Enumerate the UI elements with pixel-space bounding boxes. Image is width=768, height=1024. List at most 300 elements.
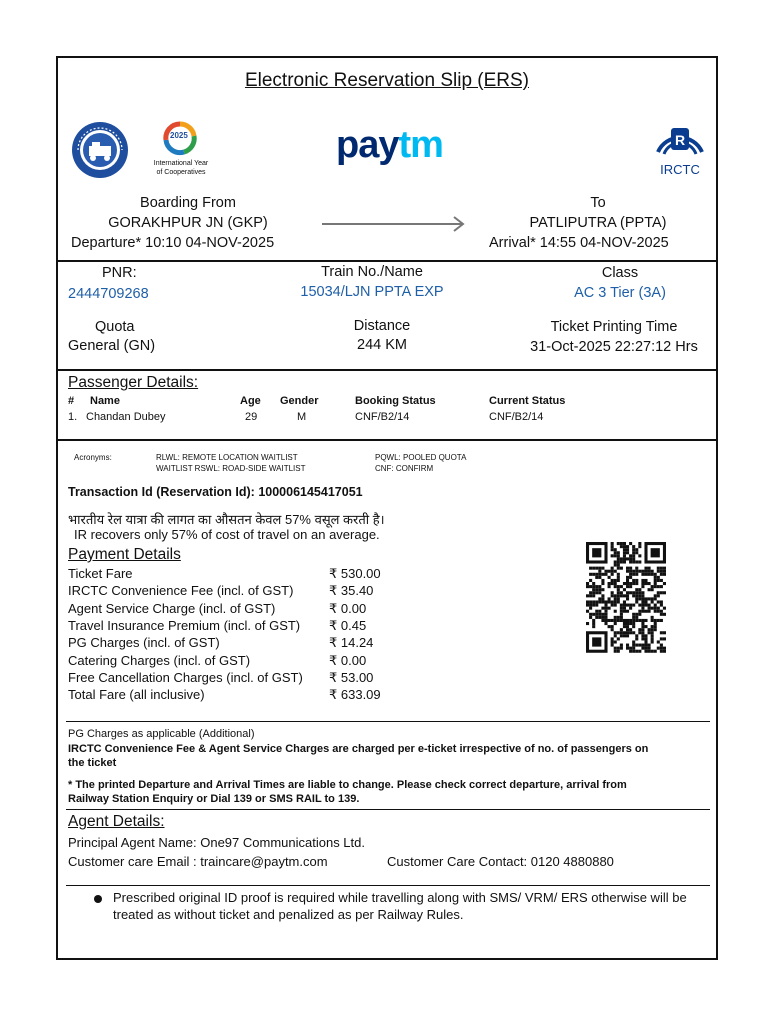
qr-module xyxy=(654,625,657,628)
qr-module xyxy=(611,640,614,643)
qr-module xyxy=(595,573,598,576)
qr-module xyxy=(589,600,592,603)
qr-module xyxy=(641,634,644,637)
qr-module xyxy=(592,588,595,591)
qr-module xyxy=(626,591,629,594)
qr-finder xyxy=(592,637,601,646)
qr-module xyxy=(641,644,644,647)
qr-module xyxy=(626,557,629,560)
divider xyxy=(58,260,716,262)
qr-module xyxy=(623,625,626,628)
qr-module xyxy=(648,607,651,610)
qr-module xyxy=(644,637,647,640)
ers-ticket xyxy=(56,56,718,960)
qr-module xyxy=(629,554,632,557)
qr-module xyxy=(614,554,617,557)
qr-module xyxy=(648,647,651,650)
qr-module xyxy=(648,631,651,634)
qr-module xyxy=(648,573,651,576)
qr-module xyxy=(617,647,620,650)
qr-module xyxy=(648,604,651,607)
qr-module xyxy=(620,644,623,647)
qr-module xyxy=(644,570,647,573)
payment-item-value: ₹ 633.09 xyxy=(329,687,381,703)
qr-module xyxy=(648,650,651,653)
qr-module xyxy=(611,582,614,585)
qr-module xyxy=(641,579,644,582)
qr-module xyxy=(663,631,666,634)
qr-module xyxy=(651,634,654,637)
qr-module xyxy=(651,597,654,600)
qr-module xyxy=(589,573,592,576)
qr-module xyxy=(635,560,638,563)
qr-module xyxy=(663,570,666,573)
qr-module xyxy=(629,631,632,634)
qr-module xyxy=(657,610,660,613)
qr-module xyxy=(595,610,598,613)
qr-module xyxy=(598,600,601,603)
qr-module xyxy=(620,545,623,548)
qr-module xyxy=(648,582,651,585)
qr-module xyxy=(608,625,611,628)
qr-module xyxy=(641,597,644,600)
qr-module xyxy=(632,604,635,607)
qr-module xyxy=(638,545,641,548)
qr-module xyxy=(614,650,617,653)
qr-module xyxy=(611,542,614,545)
qr-module xyxy=(586,610,589,613)
qr-module xyxy=(617,585,620,588)
passenger-no: 1. xyxy=(68,411,78,423)
qr-module xyxy=(635,600,638,603)
qr-module xyxy=(598,576,601,579)
qr-module xyxy=(635,573,638,576)
qr-module xyxy=(626,582,629,585)
passenger-name: Chandan Dubey xyxy=(86,411,166,423)
boarding-from-label: Boarding From xyxy=(140,195,236,211)
iyc-line2: of Cooperatives xyxy=(156,169,206,176)
qr-module xyxy=(611,570,614,573)
qr-module xyxy=(632,650,635,653)
qr-module xyxy=(663,637,666,640)
qr-module xyxy=(598,585,601,588)
passenger-gender: M xyxy=(297,411,307,423)
qr-module xyxy=(620,557,623,560)
qr-module xyxy=(660,573,663,576)
qr-module xyxy=(635,548,638,551)
qr-module xyxy=(614,582,617,585)
qr-module xyxy=(623,554,626,557)
qr-module xyxy=(663,582,666,585)
qr-module xyxy=(629,557,632,560)
qr-module xyxy=(638,628,641,631)
qr-module xyxy=(632,619,635,622)
to-label: To xyxy=(590,195,606,211)
qr-module xyxy=(654,594,657,597)
qr-module xyxy=(632,554,635,557)
qr-module xyxy=(592,573,595,576)
qr-module xyxy=(595,576,598,579)
qr-module xyxy=(601,613,604,616)
qr-module xyxy=(648,644,651,647)
qr-module xyxy=(620,542,623,545)
qr-module xyxy=(623,634,626,637)
qr-module xyxy=(614,610,617,613)
qr-module xyxy=(592,594,595,597)
qr-module xyxy=(614,579,617,582)
payment-item-value: ₹ 0.00 xyxy=(329,600,367,616)
qr-module xyxy=(635,570,638,573)
qr-module xyxy=(654,579,657,582)
qr-module xyxy=(663,573,666,576)
qr-module xyxy=(617,616,620,619)
qr-module xyxy=(611,619,614,622)
qr-module xyxy=(654,576,657,579)
qr-module xyxy=(617,576,620,579)
qr-module xyxy=(626,548,629,551)
qr-module xyxy=(654,597,657,600)
qr-module xyxy=(648,588,651,591)
qr-module xyxy=(586,600,589,603)
qr-module xyxy=(626,647,629,650)
qr-module xyxy=(660,637,663,640)
pnr-label: PNR: xyxy=(102,265,137,281)
page-title: Electronic Reservation Slip (ERS) xyxy=(244,70,530,91)
qr-module xyxy=(657,591,660,594)
qr-module xyxy=(626,567,629,570)
qr-module xyxy=(598,573,601,576)
svg-text:R: R xyxy=(674,132,686,148)
qr-module xyxy=(592,567,595,570)
payment-item-value: ₹ 530.00 xyxy=(329,566,381,581)
passenger-booking-status: CNF/B2/14 xyxy=(355,411,410,423)
qr-module xyxy=(595,613,598,616)
qr-module xyxy=(657,619,660,622)
qr-module xyxy=(620,594,623,597)
payment-item-label: Total Fare (all inclusive) xyxy=(68,687,205,703)
qr-module xyxy=(648,610,651,613)
qr-module xyxy=(586,582,589,585)
qr-module xyxy=(629,570,632,573)
qr-module xyxy=(638,631,641,634)
qr-module xyxy=(635,591,638,594)
qr-module xyxy=(663,607,666,610)
qr-module xyxy=(644,582,647,585)
qr-module xyxy=(611,600,614,603)
destination-station: PATLIPUTRA (PPTA) xyxy=(529,215,667,231)
qr-module xyxy=(651,570,654,573)
qr-module xyxy=(632,622,635,625)
qr-module xyxy=(623,560,626,563)
qr-module xyxy=(641,570,644,573)
qr-module xyxy=(614,560,617,563)
qr-module xyxy=(623,600,626,603)
customer-care-email: Customer care Email : traincare@paytm.com xyxy=(68,854,328,869)
qr-module xyxy=(632,582,635,585)
qr-module xyxy=(660,644,663,647)
qr-module xyxy=(629,573,632,576)
qr-module xyxy=(635,644,638,647)
qr-module xyxy=(608,585,611,588)
qr-module xyxy=(623,622,626,625)
qr-module xyxy=(657,579,660,582)
qr-module xyxy=(608,576,611,579)
qr-module xyxy=(626,625,629,628)
qr-module xyxy=(614,585,617,588)
qr-module xyxy=(632,640,635,643)
payment-item-label: Free Cancellation Charges (incl. of GST) xyxy=(68,669,303,685)
qr-module xyxy=(589,604,592,607)
passenger-col-gender: Gender xyxy=(280,395,319,407)
class-value: AC 3 Tier (3A) xyxy=(574,285,666,301)
qr-module xyxy=(589,616,592,619)
qr-module xyxy=(592,585,595,588)
qr-module xyxy=(657,570,660,573)
qr-module xyxy=(611,554,614,557)
qr-module xyxy=(598,613,601,616)
qr-module xyxy=(598,591,601,594)
qr-module xyxy=(604,607,607,610)
qr-module xyxy=(620,610,623,613)
qr-module xyxy=(592,582,595,585)
pnr-value: 2444709268 xyxy=(68,286,149,302)
qr-module xyxy=(632,613,635,616)
qr-module xyxy=(626,585,629,588)
qr-module xyxy=(617,567,620,570)
qr-module xyxy=(623,545,626,548)
qr-module xyxy=(620,631,623,634)
qr-module xyxy=(632,557,635,560)
qr-module xyxy=(620,616,623,619)
qr-module xyxy=(617,637,620,640)
qr-module xyxy=(660,567,663,570)
qr-module xyxy=(657,640,660,643)
qr-module xyxy=(641,604,644,607)
qr-module xyxy=(604,600,607,603)
qr-module xyxy=(626,604,629,607)
qr-module xyxy=(644,579,647,582)
qr-module xyxy=(660,591,663,594)
qr-module xyxy=(638,570,641,573)
qr-module xyxy=(648,567,651,570)
payment-item-label: Travel Insurance Premium (incl. of GST) xyxy=(68,617,301,633)
qr-module xyxy=(651,607,654,610)
qr-module xyxy=(651,628,654,631)
divider xyxy=(58,369,716,371)
passenger-col-current: Current Status xyxy=(489,395,566,407)
qr-module xyxy=(608,607,611,610)
qr-module xyxy=(629,542,632,545)
qr-module xyxy=(586,622,589,625)
qr-module xyxy=(660,610,663,613)
qr-module xyxy=(620,585,623,588)
qr-module xyxy=(623,557,626,560)
qr-module xyxy=(611,628,614,631)
payment-item-value: ₹ 0.45 xyxy=(329,617,367,633)
qr-module xyxy=(638,610,641,613)
qr-module xyxy=(620,591,623,594)
qr-module xyxy=(644,644,647,647)
qr-module xyxy=(635,613,638,616)
qr-module xyxy=(660,647,663,650)
acronym-rswl: WAITLIST RSWL: ROAD-SIDE WAITLIST xyxy=(156,464,306,473)
qr-module xyxy=(635,634,638,637)
qr-module xyxy=(626,644,629,647)
qr-module xyxy=(620,567,623,570)
qr-module xyxy=(660,585,663,588)
id-proof-note-line1: Prescribed original ID proof is required while travelling along with SMS/ VRM/ ERS otherwise will be xyxy=(113,890,687,905)
qr-module xyxy=(595,588,598,591)
qr-module xyxy=(629,647,632,650)
qr-module xyxy=(614,551,617,554)
qr-module xyxy=(626,622,629,625)
qr-module xyxy=(632,631,635,634)
qr-module xyxy=(614,597,617,600)
qr-module xyxy=(614,619,617,622)
qr-module xyxy=(641,582,644,585)
qr-module xyxy=(629,619,632,622)
qr-module xyxy=(644,647,647,650)
passenger-details-title: Passenger Details: xyxy=(68,374,199,391)
indian-railways-logo-icon xyxy=(70,120,130,180)
qr-module xyxy=(589,567,592,570)
qr-module xyxy=(629,576,632,579)
divider xyxy=(66,885,710,886)
qr-module xyxy=(632,579,635,582)
qr-module xyxy=(632,551,635,554)
qr-module xyxy=(663,650,666,653)
qr-module xyxy=(598,616,601,619)
qr-module xyxy=(623,551,626,554)
qr-module xyxy=(654,622,657,625)
qr-module xyxy=(592,613,595,616)
qr-module xyxy=(614,570,617,573)
qr-module xyxy=(641,591,644,594)
qr-module xyxy=(611,594,614,597)
qr-module xyxy=(620,613,623,616)
qr-module xyxy=(623,607,626,610)
qr-module xyxy=(608,619,611,622)
qr-module xyxy=(635,637,638,640)
qr-module xyxy=(648,628,651,631)
qr-module xyxy=(592,622,595,625)
qr-module xyxy=(638,604,641,607)
payment-item-label: Ticket Fare xyxy=(68,566,133,581)
qr-module xyxy=(651,600,654,603)
qr-module xyxy=(617,588,620,591)
qr-module xyxy=(644,604,647,607)
payment-item-label: PG Charges (incl. of GST) xyxy=(68,635,220,651)
qr-module xyxy=(638,594,641,597)
qr-module xyxy=(604,610,607,613)
qr-module xyxy=(660,570,663,573)
departure-time: Departure* 10:10 04-NOV-2025 xyxy=(71,235,275,251)
qr-module xyxy=(617,650,620,653)
qr-module xyxy=(626,631,629,634)
qr-module xyxy=(641,619,644,622)
qr-module xyxy=(598,588,601,591)
acronyms-label: Acronyms: xyxy=(74,453,112,462)
qr-module xyxy=(657,567,660,570)
qr-module xyxy=(629,628,632,631)
qr-module xyxy=(644,573,647,576)
qr-module xyxy=(620,560,623,563)
qr-module xyxy=(644,567,647,570)
passenger-col-name: Name xyxy=(90,395,120,407)
qr-module xyxy=(595,600,598,603)
qr-module xyxy=(641,637,644,640)
qr-module xyxy=(623,604,626,607)
qr-module xyxy=(611,637,614,640)
principal-agent: Principal Agent Name: One97 Communications Ltd. xyxy=(68,835,365,850)
qr-module xyxy=(629,591,632,594)
convenience-fee-note-line2: the ticket xyxy=(68,757,117,769)
qr-module xyxy=(589,607,592,610)
qr-module xyxy=(654,585,657,588)
qr-module xyxy=(614,600,617,603)
qr-module xyxy=(611,591,614,594)
qr-module xyxy=(611,545,614,548)
hindi-cost-note: भारतीय रेल यात्रा की लागत का औसतन केवल 57% वसूल करती है। xyxy=(68,512,385,527)
qr-module xyxy=(601,607,604,610)
qr-module xyxy=(654,610,657,613)
qr-module xyxy=(648,597,651,600)
qr-module xyxy=(617,591,620,594)
qr-module xyxy=(635,619,638,622)
qr-module xyxy=(638,591,641,594)
qr-module xyxy=(660,650,663,653)
qr-module xyxy=(638,588,641,591)
qr-module xyxy=(641,625,644,628)
qr-module xyxy=(611,604,614,607)
qr-module xyxy=(608,570,611,573)
qr-module xyxy=(644,625,647,628)
class-label: Class xyxy=(601,265,639,281)
qr-module xyxy=(651,640,654,643)
qr-module xyxy=(660,619,663,622)
qr-module xyxy=(657,576,660,579)
irctc-text: IRCTC xyxy=(660,162,700,177)
payment-item-value: ₹ 35.40 xyxy=(329,583,374,599)
qr-module xyxy=(601,582,604,585)
qr-module xyxy=(629,622,632,625)
qr-module xyxy=(626,579,629,582)
payment-item-value: ₹ 14.24 xyxy=(329,635,374,651)
qr-code-icon xyxy=(586,542,666,654)
qr-module xyxy=(638,644,641,647)
qr-module xyxy=(635,588,638,591)
qr-module xyxy=(663,613,666,616)
qr-module xyxy=(601,588,604,591)
qr-module xyxy=(626,597,629,600)
payment-details-title: Payment Details xyxy=(68,546,181,563)
qr-module xyxy=(620,607,623,610)
qr-module xyxy=(657,647,660,650)
qr-module xyxy=(657,607,660,610)
qr-module xyxy=(601,597,604,600)
qr-module xyxy=(608,600,611,603)
qr-module xyxy=(635,551,638,554)
qr-module xyxy=(611,548,614,551)
qr-module xyxy=(623,548,626,551)
qr-module xyxy=(614,622,617,625)
qr-finder xyxy=(651,548,660,557)
transaction-id: Transaction Id (Reservation Id): 100006145417051 xyxy=(68,485,363,499)
times-note-line2: Railway Station Enquiry or Dial 139 or SMS RAIL to 139. xyxy=(68,793,360,805)
qr-module xyxy=(641,631,644,634)
qr-module xyxy=(604,573,607,576)
qr-module xyxy=(617,542,620,545)
